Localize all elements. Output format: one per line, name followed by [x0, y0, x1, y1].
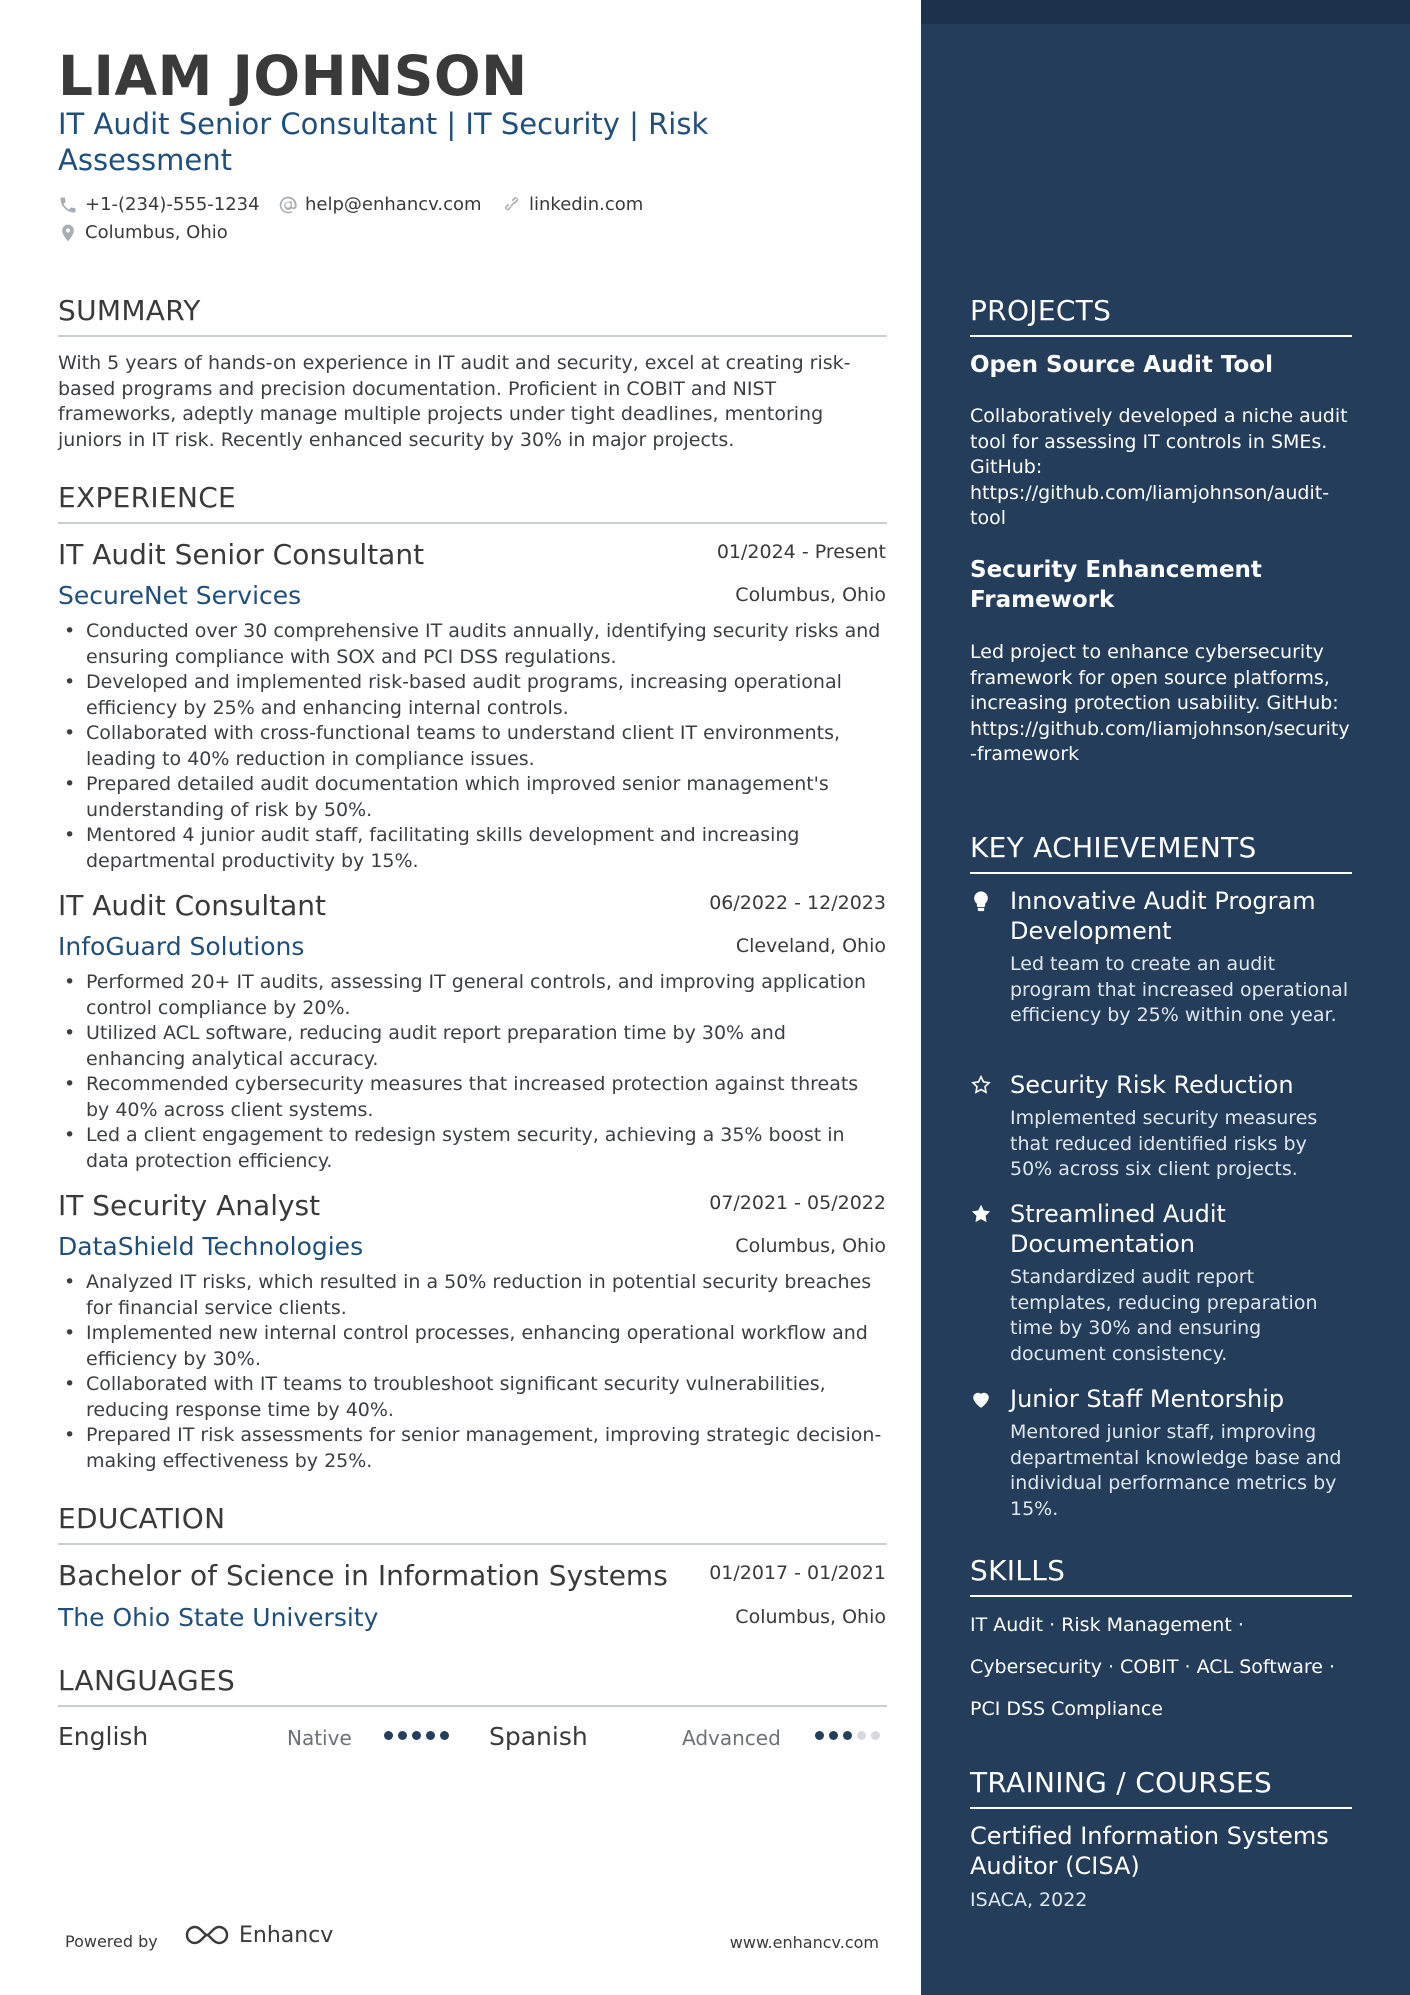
footer-powered-by: Powered by: [65, 1932, 158, 1951]
job-bullets: [58, 970, 887, 1174]
job-title: IT Security Analyst: [58, 1189, 321, 1222]
job-company: DataShield Technologies: [58, 1232, 364, 1261]
job-bullet: • Analyzed IT risks, which resulted in a 50% reduction in potential security breaches for financial service clients.: [58, 1270, 887, 1321]
achievement-description: Led team to create an audit program that increased operational efficiency by 25% within one year.: [1010, 953, 1349, 1026]
job-bullet: • Implemented new internal control processes, enhancing operational workflow and efficiency by 30%.: [58, 1321, 887, 1372]
job-bullets: [58, 619, 887, 874]
star-outline-icon: [970, 1074, 994, 1098]
education-dates: 01/2017 - 01/2021: [709, 1562, 886, 1584]
rating-dot: [398, 1731, 407, 1740]
link-icon: [502, 195, 522, 215]
rating-dot: [440, 1731, 449, 1740]
job-dates: 06/2022 - 12/2023: [709, 892, 886, 914]
course-title: Certified Information Systems Auditor (CISA): [970, 1822, 1329, 1880]
phone-icon: [58, 195, 78, 215]
rating-dot: [426, 1731, 435, 1740]
achievement-item: [970, 1384, 1352, 1522]
achievement-title: Innovative Audit Program Development: [1010, 887, 1316, 945]
job-company: InfoGuard Solutions: [58, 932, 305, 961]
achievements-heading: KEY ACHIEVEMENTS: [970, 831, 1352, 874]
achievement-title: Streamlined Audit Documentation: [1010, 1200, 1226, 1258]
achievement-item: [970, 1199, 1352, 1367]
location-text: Columbus, Ohio: [85, 222, 228, 243]
language-level: Native: [287, 1726, 352, 1750]
job-company: SecureNet Services: [58, 581, 302, 610]
footer-brand-logo[interactable]: [183, 1922, 333, 1948]
project-description: Collaboratively developed a niche audit tool for assessing IT controls in SMEs. GitHub: https://github.com/liamjohnson/audit-tool: [970, 405, 1348, 529]
job-location: Columbus, Ohio: [735, 584, 886, 606]
contact-phone: [58, 194, 260, 215]
job-location: Columbus, Ohio: [735, 1235, 886, 1257]
summary-heading: SUMMARY: [58, 294, 887, 337]
job-bullet: • Prepared IT risk assessments for senior management, improving strategic decision-making effectiveness by 25%.: [58, 1423, 887, 1474]
job-bullet: • Collaborated with IT teams to troubleshoot significant security vulnerabilities, reducing response time by 40%.: [58, 1372, 887, 1423]
project-description: Led project to enhance cybersecurity framework for open source platforms, increasing protection usability. GitHub: https://github.com/liamjohnson/security-framework: [970, 641, 1350, 765]
job-bullet: • Utilized ACL software, reducing audit report preparation time by 30% and enhancing analytical accuracy.: [58, 1021, 887, 1072]
summary-text: With 5 years of hands-on experience in IT audit and security, excel at creating risk-based programs and precision documentation. Proficient in COBIT and NIST frameworks, adeptly manage multiple projects under tight deadlines, mentoring juniors in IT risk. Recently enhanced security by 30% in major projects.: [58, 352, 851, 451]
language-level: Advanced: [682, 1726, 781, 1750]
rating-dot: [384, 1731, 393, 1740]
rating-dot: [843, 1731, 852, 1740]
rating-dot: [857, 1731, 866, 1740]
job-bullet: • Conducted over 30 comprehensive IT audits annually, identifying security risks and ensuring compliance with SOX and PCI DSS regulations.: [58, 619, 887, 670]
project-name: Open Source Audit Tool: [970, 352, 1273, 378]
job-bullet: • Developed and implemented risk-based audit programs, increasing operational efficiency by 25% and enhancing internal controls.: [58, 670, 887, 721]
job-bullet: • Mentored 4 junior audit staff, facilitating skills development and increasing departmental productivity by 15%.: [58, 823, 887, 874]
job-bullet: • Recommended cybersecurity measures that increased protection against threats by 40% across client systems.: [58, 1072, 887, 1123]
languages-heading: LANGUAGES: [58, 1664, 887, 1707]
achievement-item: [970, 1070, 1352, 1183]
contact-linkedin[interactable]: [502, 194, 643, 215]
rating-dot: [829, 1731, 838, 1740]
candidate-headline: IT Audit Senior Consultant | IT Security | Risk Assessment: [58, 107, 709, 177]
job-location: Cleveland, Ohio: [735, 935, 886, 957]
job-bullets: [58, 1270, 887, 1474]
job-bullet: • Prepared detailed audit documentation which improved senior management's understanding of risk by 50%.: [58, 772, 887, 823]
job-bullet: • Collaborated with cross-functional teams to understand client IT environments, leading to 40% reduction in compliance issues.: [58, 721, 887, 772]
contact-location: [58, 222, 228, 243]
footer-url[interactable]: www.enhancv.com: [729, 1933, 879, 1952]
sidebar-column: [921, 0, 1410, 1995]
language-rating: [384, 1731, 449, 1740]
projects-heading: PROJECTS: [970, 294, 1352, 337]
heart-icon: [970, 1388, 994, 1412]
phone-text: +1-(234)-555-1234: [85, 194, 260, 215]
job-dates: 01/2024 - Present: [716, 541, 886, 563]
project-name: Security Enhancement Framework: [970, 557, 1262, 613]
achievement-description: Standardized audit report templates, reducing preparation time by 30% and ensuring document consistency.: [1010, 1266, 1318, 1365]
skills-line: IT Audit · Risk Management ·: [970, 1614, 1244, 1636]
email-link[interactable]: help@enhancv.com: [305, 194, 482, 215]
training-heading: TRAINING / COURSES: [970, 1766, 1352, 1809]
skills-heading: SKILLS: [970, 1554, 1352, 1597]
contact-email[interactable]: [278, 194, 482, 215]
achievement-description: Implemented security measures that reduced identified risks by 50% across six client projects.: [1010, 1107, 1318, 1180]
job-title: IT Audit Senior Consultant: [58, 538, 425, 571]
language-name: Spanish: [489, 1722, 588, 1751]
skills-line: PCI DSS Compliance: [970, 1698, 1163, 1720]
location-pin-icon: [58, 223, 78, 243]
education-location: Columbus, Ohio: [735, 1606, 886, 1628]
footer-brand-name: Enhancv: [239, 1922, 334, 1948]
job-title: IT Audit Consultant: [58, 889, 326, 922]
achievement-title: Security Risk Reduction: [1010, 1071, 1294, 1099]
sidebar-top-band: [921, 0, 1410, 24]
job-dates: 07/2021 - 05/2022: [709, 1192, 886, 1214]
course-issuer: ISACA, 2022: [970, 1889, 1088, 1911]
achievement-description: Mentored junior staff, improving departmental knowledge base and individual performance metrics by 15%.: [1010, 1421, 1342, 1520]
achievement-item: [970, 886, 1352, 1029]
education-school: The Ohio State University: [58, 1603, 379, 1632]
education-heading: EDUCATION: [58, 1502, 887, 1545]
lightbulb-icon: [970, 890, 994, 914]
rating-dot: [871, 1731, 880, 1740]
language-rating: [815, 1731, 880, 1740]
enhancv-logo-icon: [183, 1922, 231, 1948]
skills-list: [970, 1604, 1370, 1730]
candidate-name: LIAM JOHNSON: [58, 44, 528, 108]
education-degree: Bachelor of Science in Information Systems: [58, 1559, 668, 1592]
job-bullet: • Led a client engagement to redesign system security, achieving a 35% boost in data protection efficiency.: [58, 1123, 887, 1174]
experience-heading: EXPERIENCE: [58, 481, 887, 524]
star-icon: [970, 1203, 994, 1227]
rating-dot: [412, 1731, 421, 1740]
achievement-title: Junior Staff Mentorship: [1010, 1385, 1285, 1413]
job-bullet: • Performed 20+ IT audits, assessing IT general controls, and improving application control compliance by 20%.: [58, 970, 887, 1021]
rating-dot: [815, 1731, 824, 1740]
linkedin-link[interactable]: linkedin.com: [529, 194, 644, 215]
language-name: English: [58, 1722, 149, 1751]
at-sign-icon: [278, 195, 298, 215]
skills-line: Cybersecurity · COBIT · ACL Software ·: [970, 1656, 1336, 1678]
